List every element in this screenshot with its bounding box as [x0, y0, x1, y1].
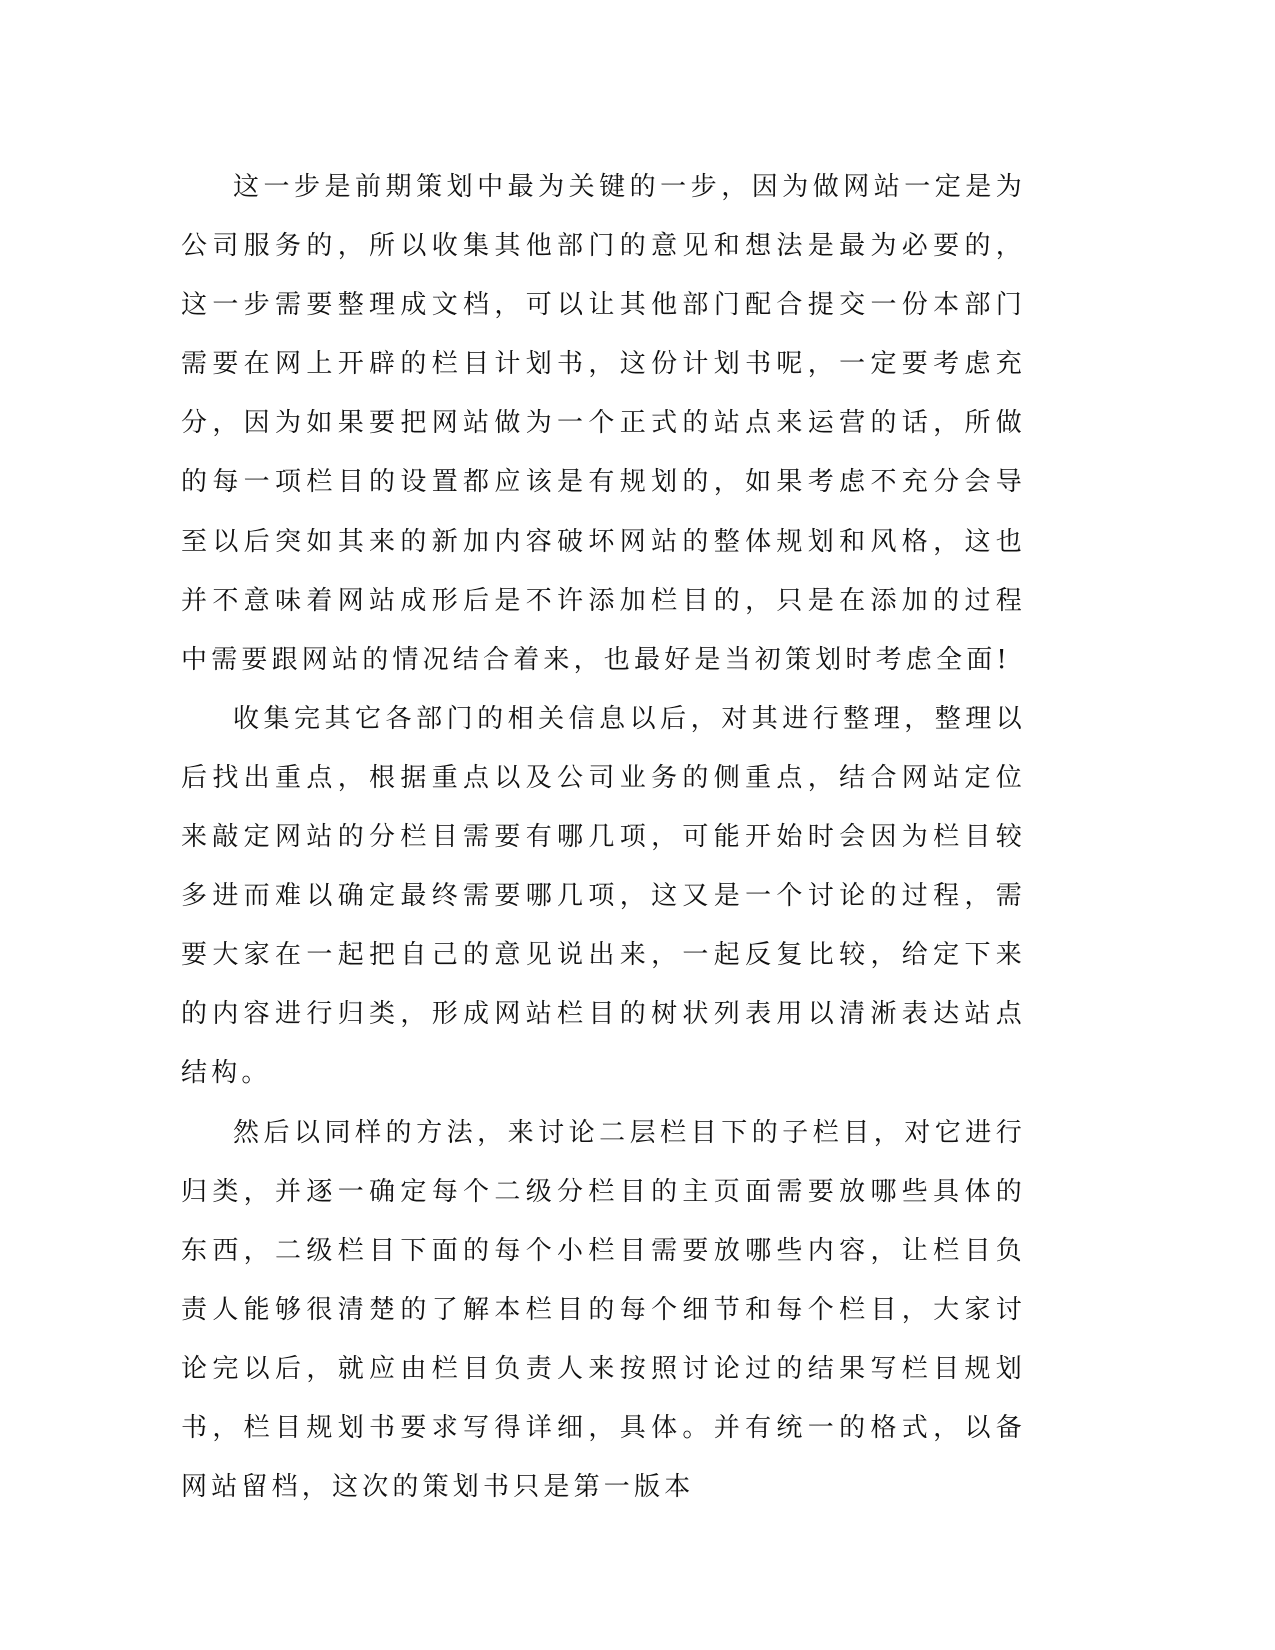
- document-body: [181, 158, 1026, 1517]
- paragraph-3: 然后以同样的方法，来讨论二层栏目下的子栏目，对它进行归类，并逐一确定每个二级分栏目的主页面需要放哪些具体的东西，二级栏目下面的每个小栏目需要放哪些内容，让栏目负责人能够很清楚的了解本栏目的每个细节和每个栏目，大家讨论完以后，就应由栏目负责人来按照讨论过的结果写栏目规划书，栏目规划书要求写得详细，具体。并有统一的格式，以备网站留档，这次的策划书只是第一版本: [181, 1117, 1026, 1503]
- paragraph-1: 这一步是前期策划中最为关键的一步，因为做网站一定是为公司服务的，所以收集其他部门的意见和想法是最为必要的，这一步需要整理成文档，可以让其他部门配合提交一份本部门需要在网上开辟的栏目计划书，这份计划书呢，一定要考虑充分，因为如果要把网站做为一个正式的站点来运营的话，所做的每一项栏目的设置都应该是有规划的，如果考虑不充分会导至以后突如其来的新加内容破坏网站的整体规划和风格，这也并不意味着网站成形后是不许添加栏目的，只是在添加的过程中需要跟网站的情况结合着来，也最好是当初策划时考虑全面!: [181, 172, 1026, 675]
- paragraph-2: 收集完其它各部门的相关信息以后，对其进行整理，整理以后找出重点，根据重点以及公司业务的侧重点，结合网站定位来敲定网站的分栏目需要有哪几项，可能开始时会因为栏目较多进而难以确定最终需要哪几项，这又是一个讨论的过程，需要大家在一起把自己的意见说出来，一起反复比较，给定下来的内容进行归类，形成网站栏目的树状列表用以清淅表达站点结构。: [181, 703, 1026, 1089]
